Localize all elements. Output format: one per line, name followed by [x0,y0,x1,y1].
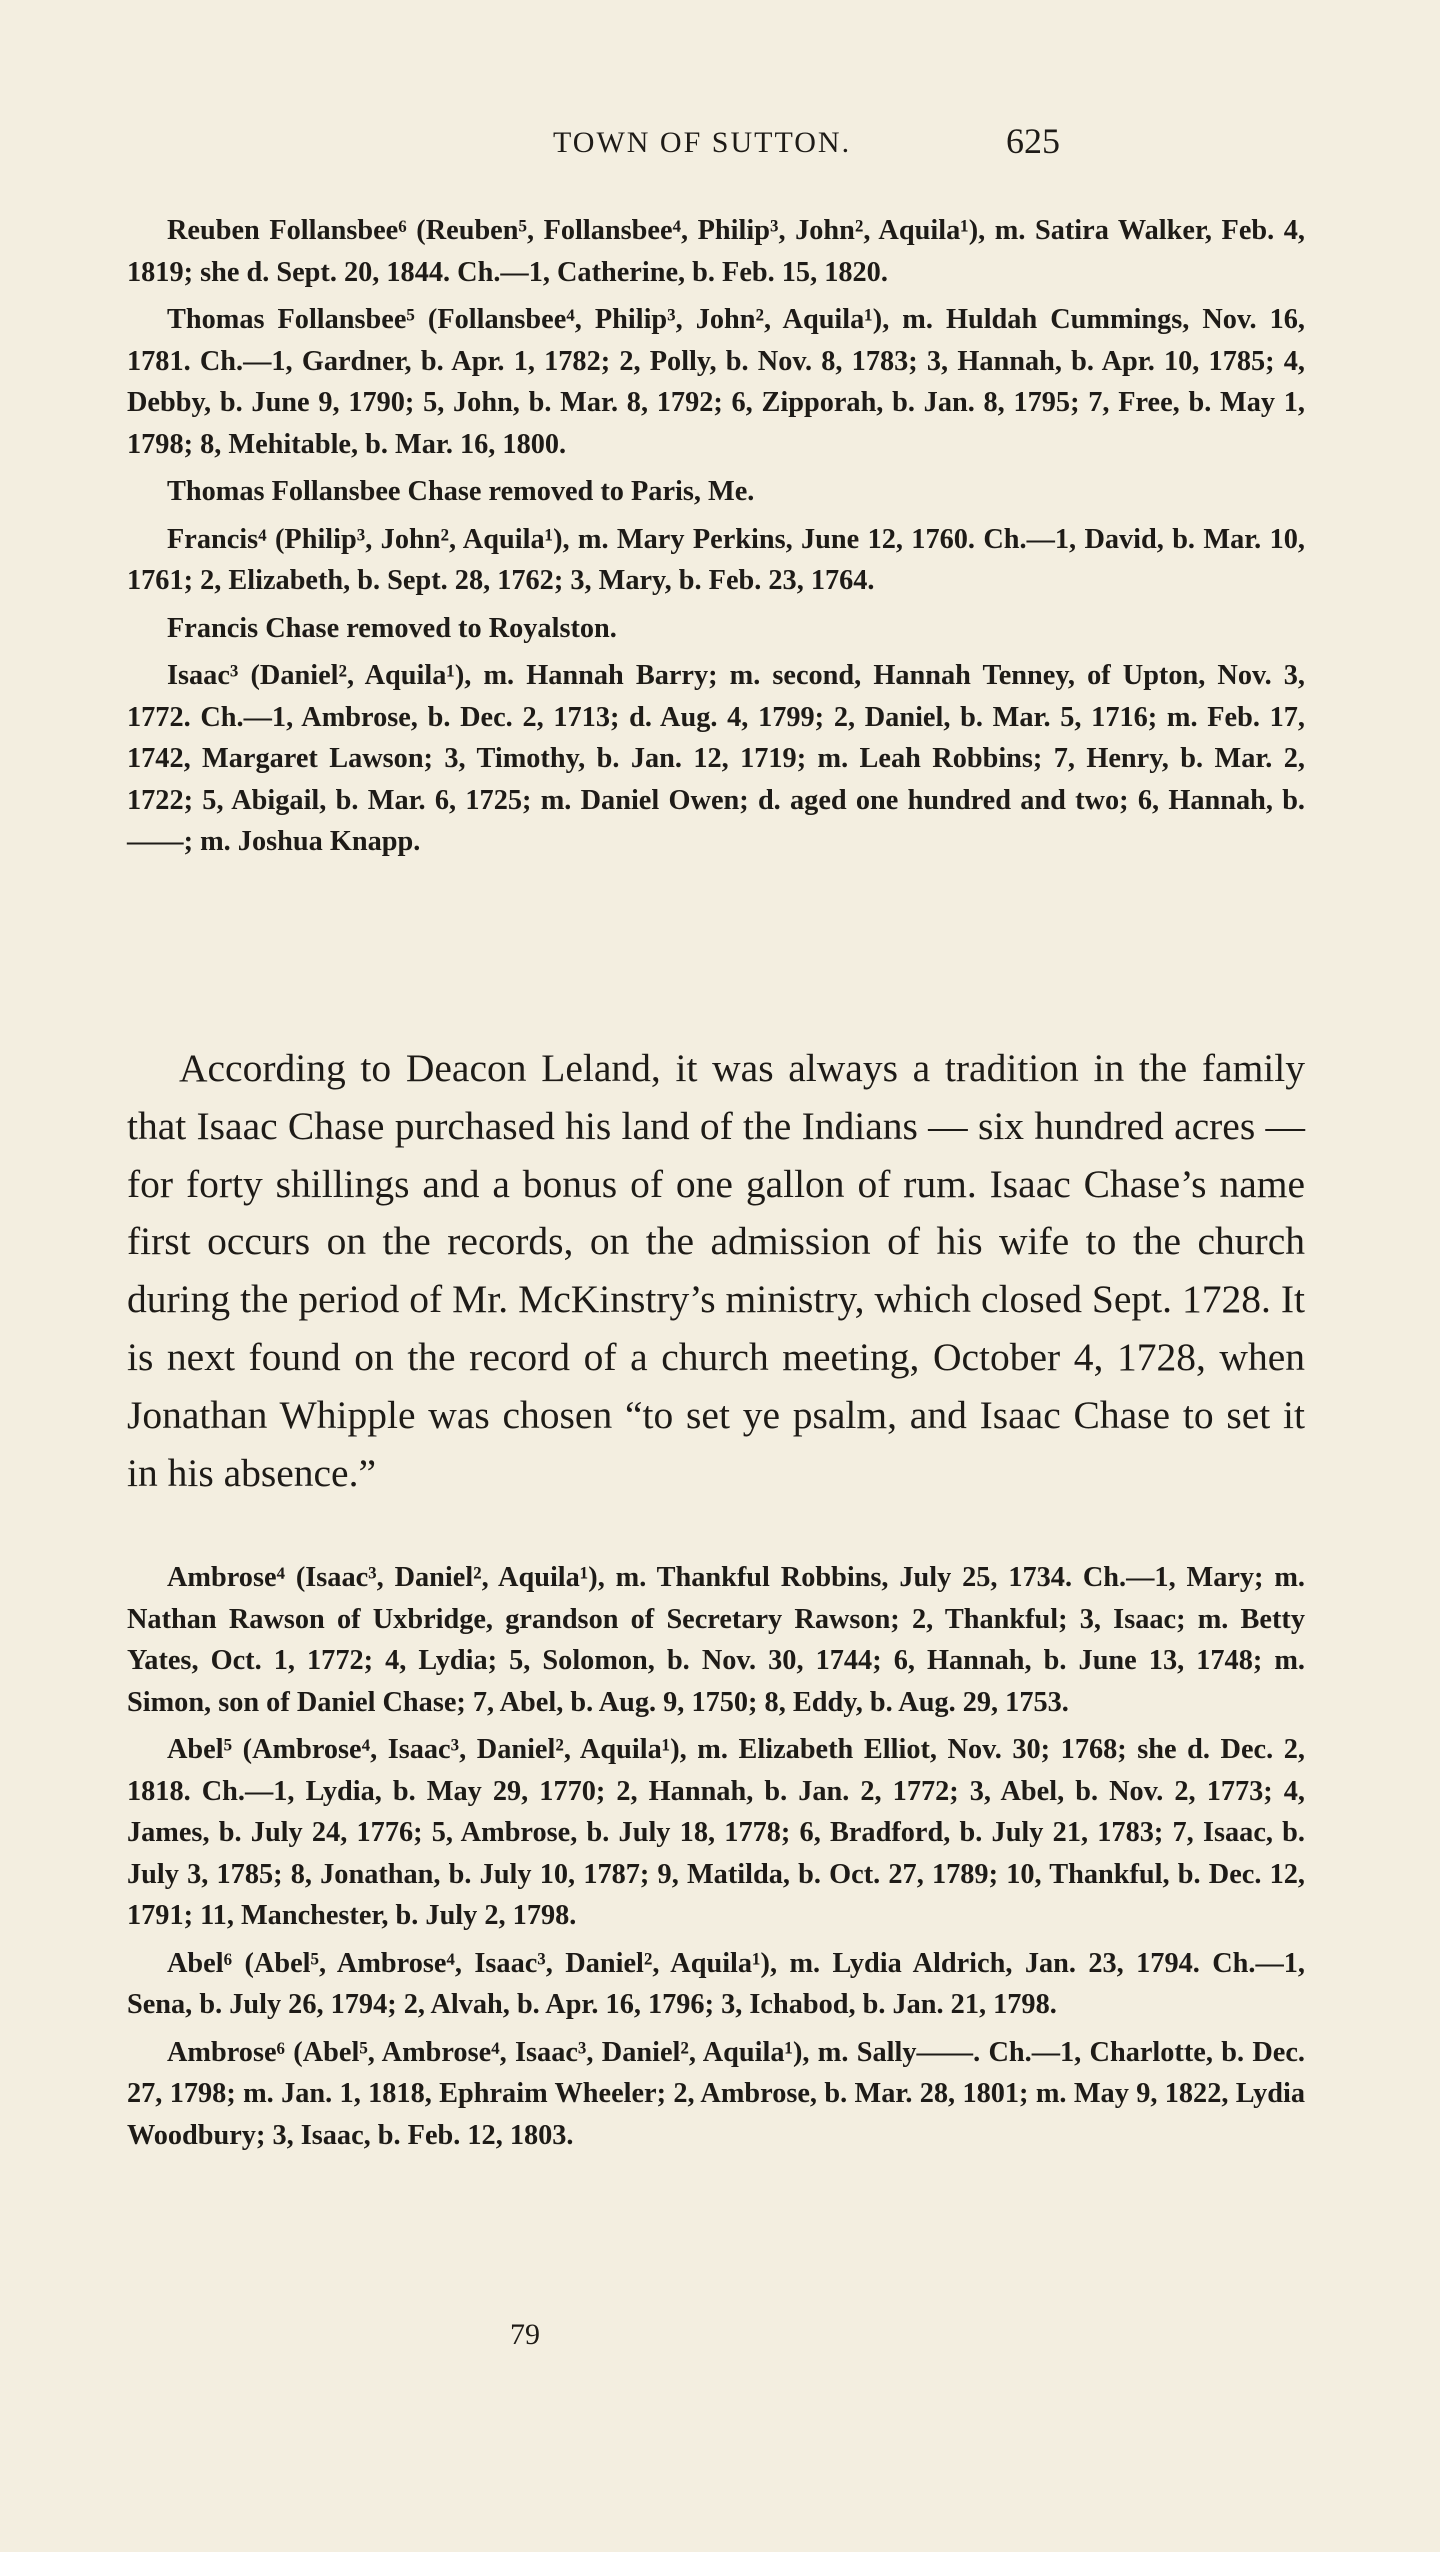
genealogy-entry: Francis⁴ (Philip³, John², Aquila¹), m. Mary Perkins, June 12, 1760. Ch.—1, David, b. Mar. 10, 1761; 2, Elizabeth, b. Sept. 28, 1762; 3, Mary, b. Feb. 23, 1764. [127,523,1305,596]
page-header [0,120,1440,170]
genealogy-entries-bottom [127,1557,1305,2156]
genealogy-entry: Isaac³ (Daniel², Aquila¹), m. Hannah Barry; m. second, Hannah Tenney, of Upton, Nov. 3, 1772. Ch.—1, Ambrose, b. Dec. 2, 1713; d. Aug. 4, 1799; 2, Daniel, b. Mar. 5, 1716; m. Feb. 17, 1742, Margaret Lawson; 3, Timothy, b. Jan. 12, 1719; m. Leah Robbins; 7, Henry, b. Mar. 2, 1722; 5, Abigail, b. Mar. 6, 1725; m. Daniel Owen; d. aged one hundred and two; 6, Hannah, b. ——; m. Joshua Knapp. [127,660,1305,857]
genealogy-note: Francis Chase removed to Royalston. [167,612,617,644]
genealogy-entry: Abel⁶ (Abel⁵, Ambrose⁴, Isaac³, Daniel², Aquila¹), m. Lydia Aldrich, Jan. 23, 1794. Ch.—1, Sena, b. July 26, 1794; 2, Alvah, b. Apr. 16, 1796; 3, Ichabod, b. Jan. 21, 1798. [127,1947,1305,2020]
genealogy-entry: Thomas Follansbee⁵ (Follansbee⁴, Philip³, John², Aquila¹), m. Huldah Cummings, Nov. 16, 1781. Ch.—1, Gardner, b. Apr. 1, 1782; 2, Polly, b. Nov. 8, 1783; 3, Hannah, b. Apr. 10, 1785; 4, Debby, b. June 9, 1790; 5, John, b. Mar. 8, 1792; 6, Zipporah, b. Jan. 8, 1795; 7, Free, b. May 1, 1798; 8, Mehitable, b. Mar. 16, 1800. [127,304,1305,460]
page-number: 625 [1006,121,1060,161]
genealogy-entries-top [127,210,1305,863]
narrative-paragraph: According to Deacon Leland, it was always a tradition in the family that Isaac Chase purchased his land of the Indians — six hundred acres — for forty shillings and a bonus of one gallon of rum. Isaac Chase’s name first occurs on the records, on the admission of his wife to the church during the period of Mr. McKinstry’s ministry, which closed Sept. 1728. It is next found on the record of a church meeting, October 4, 1728, when Jonathan Whipple was chosen “to set ye psalm, and Isaac Chase to set it in his absence.” [127,1046,1305,1495]
running-title: TOWN OF SUTTON. [553,126,852,159]
genealogy-entry: Ambrose⁶ (Abel⁵, Ambrose⁴, Isaac³, Daniel², Aquila¹), m. Sally——. Ch.—1, Charlotte, b. Dec. 27, 1798; m. Jan. 1, 1818, Ephraim Wheeler; 2, Ambrose, b. Mar. 28, 1801; m. May 9, 1822, Lydia Woodbury; 3, Isaac, b. Feb. 12, 1803. [127,2036,1305,2151]
signature-mark: 79 [510,2318,540,2351]
narrative-section [127,1040,1305,1502]
genealogy-entry: Reuben Follansbee⁶ (Reuben⁵, Follansbee⁴, Philip³, John², Aquila¹), m. Satira Walker, Feb. 4, 1819; she d. Sept. 20, 1844. Ch.—1, Catherine, b. Feb. 15, 1820. [127,215,1305,288]
genealogy-entry: Ambrose⁴ (Isaac³, Daniel², Aquila¹), m. Thankful Robbins, July 25, 1734. Ch.—1, Mary; m. Nathan Rawson of Uxbridge, grandson of Secretary Rawson; 2, Thankful; 3, Isaac; m. Betty Yates, Oct. 1, 1772; 4, Lydia; 5, Solomon, b. Nov. 30, 1744; 6, Hannah, b. June 13, 1748; m. Simon, son of Daniel Chase; 7, Abel, b. Aug. 9, 1750; 8, Eddy, b. Aug. 29, 1753. [127,1562,1305,1718]
genealogy-note: Thomas Follansbee Chase removed to Paris, Me. [167,476,755,507]
genealogy-entry: Abel⁵ (Ambrose⁴, Isaac³, Daniel², Aquila¹), m. Elizabeth Elliot, Nov. 30; 1768; she d. Dec. 2, 1818. Ch.—1, Lydia, b. May 29, 1770; 2, Hannah, b. Jan. 2, 1772; 3, Abel, b. Nov. 2, 1773; 4, James, b. July 24, 1776; 5, Ambrose, b. July 18, 1778; 6, Bradford, b. July 21, 1783; 7, Isaac, b. July 3, 1785; 8, Jonathan, b. July 10, 1787; 9, Matilda, b. Oct. 27, 1789; 10, Thankful, b. Dec. 12, 1791; 11, Manchester, b. July 2, 1798. [127,1734,1305,1931]
